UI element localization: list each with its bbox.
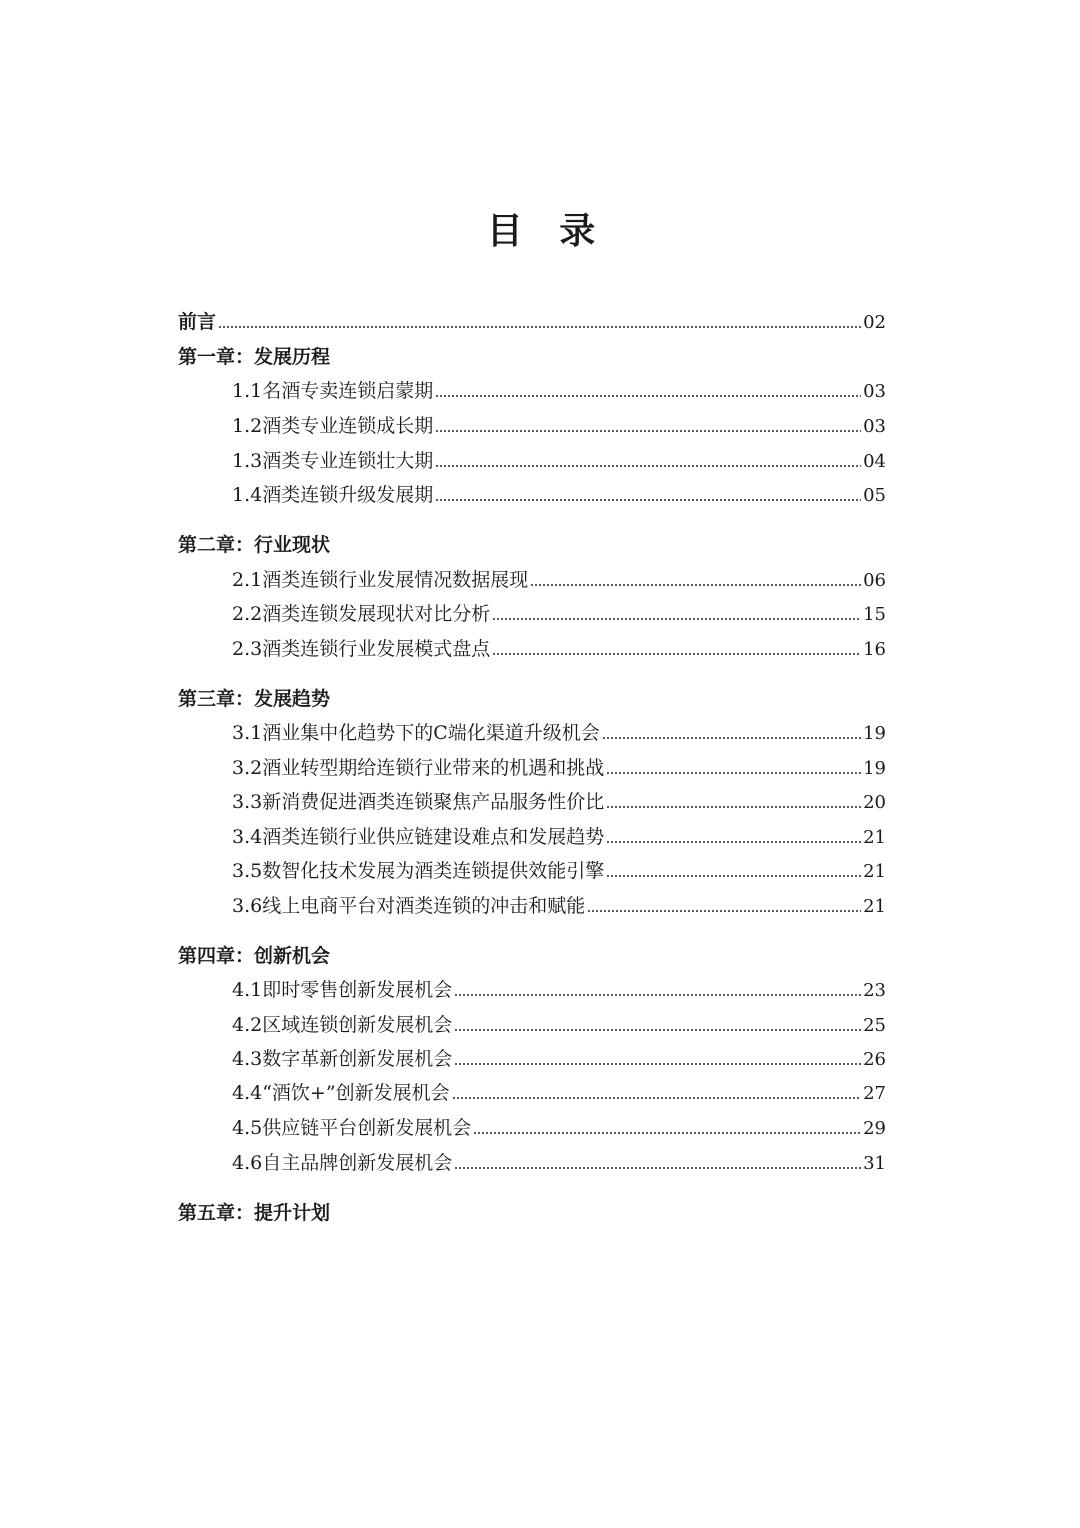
toc-section-entry[interactable] (232, 718, 886, 748)
toc-entry-label: 4.3数字革新创新发展机会 (232, 1048, 453, 1070)
toc-page-number: 06 (863, 570, 886, 591)
toc-page-number: 20 (863, 792, 886, 813)
toc-page-number: 21 (863, 827, 886, 848)
toc-page-number: 16 (863, 639, 886, 660)
toc-section-entry[interactable] (232, 480, 886, 510)
toc-section-entry[interactable] (232, 376, 886, 406)
toc-entry-label: 3.5数智化技术发展为酒类连锁提供效能引擎 (232, 860, 605, 882)
toc-entry-label: 2.1酒类连锁行业发展情况数据展现 (232, 569, 529, 591)
toc-entry-label: 第四章：创新机会 (178, 945, 331, 967)
toc-page-number: 21 (863, 896, 886, 917)
toc-entry-label: 第二章：行业现状 (178, 534, 331, 556)
dot-leader (454, 1029, 861, 1031)
dot-leader (492, 618, 861, 620)
dot-leader (452, 1097, 862, 1099)
toc-page-number: 04 (863, 451, 886, 472)
toc-section-entry[interactable] (232, 634, 886, 664)
toc-section-entry[interactable] (232, 599, 886, 629)
toc-entry-label: 第五章：提升计划 (178, 1202, 331, 1224)
toc-entry-label: 1.4酒类连锁升级发展期 (232, 484, 434, 506)
toc-page-number: 21 (863, 861, 886, 882)
toc-section-entry[interactable] (232, 1113, 886, 1143)
toc-chapter-heading[interactable] (178, 307, 886, 337)
toc-entry-label: 1.2酒类专业连锁成长期 (232, 415, 434, 437)
toc-page-number: 26 (863, 1049, 886, 1070)
toc-section-entry[interactable] (232, 856, 886, 886)
dot-leader (435, 395, 861, 397)
toc-entry-label: 4.2区域连锁创新发展机会 (232, 1014, 453, 1036)
toc-chapter-heading[interactable] (178, 342, 886, 372)
toc-chapter-heading[interactable] (178, 684, 886, 714)
toc-entry-label: 第三章：发展趋势 (178, 688, 331, 710)
dot-leader (606, 875, 861, 877)
toc-section-entry[interactable] (232, 1148, 886, 1178)
toc-section-entry[interactable] (232, 787, 886, 817)
toc-entry-label: 第一章：发展历程 (178, 346, 331, 368)
dot-leader (454, 1063, 861, 1065)
dot-leader (530, 584, 861, 586)
toc-section-entry[interactable] (232, 891, 886, 921)
toc-section-entry[interactable] (232, 565, 886, 595)
toc-page-number: 03 (863, 381, 886, 402)
toc-entry-label: 1.1名酒专卖连锁启蒙期 (232, 380, 434, 402)
toc-chapter-heading[interactable] (178, 941, 886, 971)
toc-page-number: 23 (863, 980, 886, 1001)
dot-leader (435, 465, 861, 467)
dot-leader (492, 653, 861, 655)
table-of-contents (178, 0, 886, 1528)
toc-page-number: 19 (863, 723, 886, 744)
dot-leader (435, 499, 861, 501)
toc-entry-label: 4.5供应链平台创新发展机会 (232, 1117, 472, 1139)
dot-leader (606, 806, 861, 808)
toc-page-number: 31 (863, 1153, 886, 1174)
toc-page-number: 27 (863, 1083, 886, 1104)
toc-entry-label: 3.1酒业集中化趋势下的C端化渠道升级机会 (232, 722, 600, 744)
toc-chapter-heading[interactable] (178, 530, 886, 560)
dot-leader (454, 994, 861, 996)
toc-entry-label: 1.3酒类专业连锁壮大期 (232, 450, 434, 472)
toc-entry-label: 2.2酒类连锁发展现状对比分析 (232, 603, 491, 625)
toc-page-number: 15 (863, 604, 886, 625)
dot-leader (606, 841, 861, 843)
dot-leader (218, 326, 861, 328)
toc-entry-label: 4.4“酒饮+”创新发展机会 (232, 1082, 450, 1104)
toc-page-number: 29 (863, 1118, 886, 1139)
dot-leader (473, 1132, 861, 1134)
dot-leader (435, 430, 861, 432)
toc-page-number: 03 (863, 416, 886, 437)
toc-section-entry[interactable] (232, 753, 886, 783)
toc-entry-label: 前言 (178, 311, 217, 333)
toc-section-entry[interactable] (232, 446, 886, 476)
toc-section-entry[interactable] (232, 411, 886, 441)
toc-entry-label: 3.3新消费促进酒类连锁聚焦产品服务性价比 (232, 791, 605, 813)
toc-section-entry[interactable] (232, 822, 886, 852)
dot-leader (454, 1167, 861, 1169)
dot-leader (587, 910, 861, 912)
toc-chapter-heading[interactable] (178, 1198, 886, 1228)
toc-page-number: 02 (863, 312, 886, 333)
dot-leader (602, 737, 861, 739)
toc-entry-label: 3.6线上电商平台对酒类连锁的冲击和赋能 (232, 895, 586, 917)
toc-entry-label: 3.4酒类连锁行业供应链建设难点和发展趋势 (232, 826, 605, 848)
toc-entry-label: 3.2酒业转型期给连锁行业带来的机遇和挑战 (232, 757, 605, 779)
toc-page-number: 05 (863, 485, 886, 506)
toc-section-entry[interactable] (232, 1078, 886, 1108)
toc-entry-label: 2.3酒类连锁行业发展模式盘点 (232, 638, 491, 660)
page-title: 目 录 (486, 211, 608, 252)
toc-entry-label: 4.6自主品牌创新发展机会 (232, 1152, 453, 1174)
toc-section-entry[interactable] (232, 1044, 886, 1074)
toc-section-entry[interactable] (232, 975, 886, 1005)
toc-page-number: 25 (863, 1015, 886, 1036)
toc-entry-label: 4.1即时零售创新发展机会 (232, 979, 453, 1001)
toc-page-number: 19 (863, 758, 886, 779)
dot-leader (606, 772, 861, 774)
toc-section-entry[interactable] (232, 1010, 886, 1040)
